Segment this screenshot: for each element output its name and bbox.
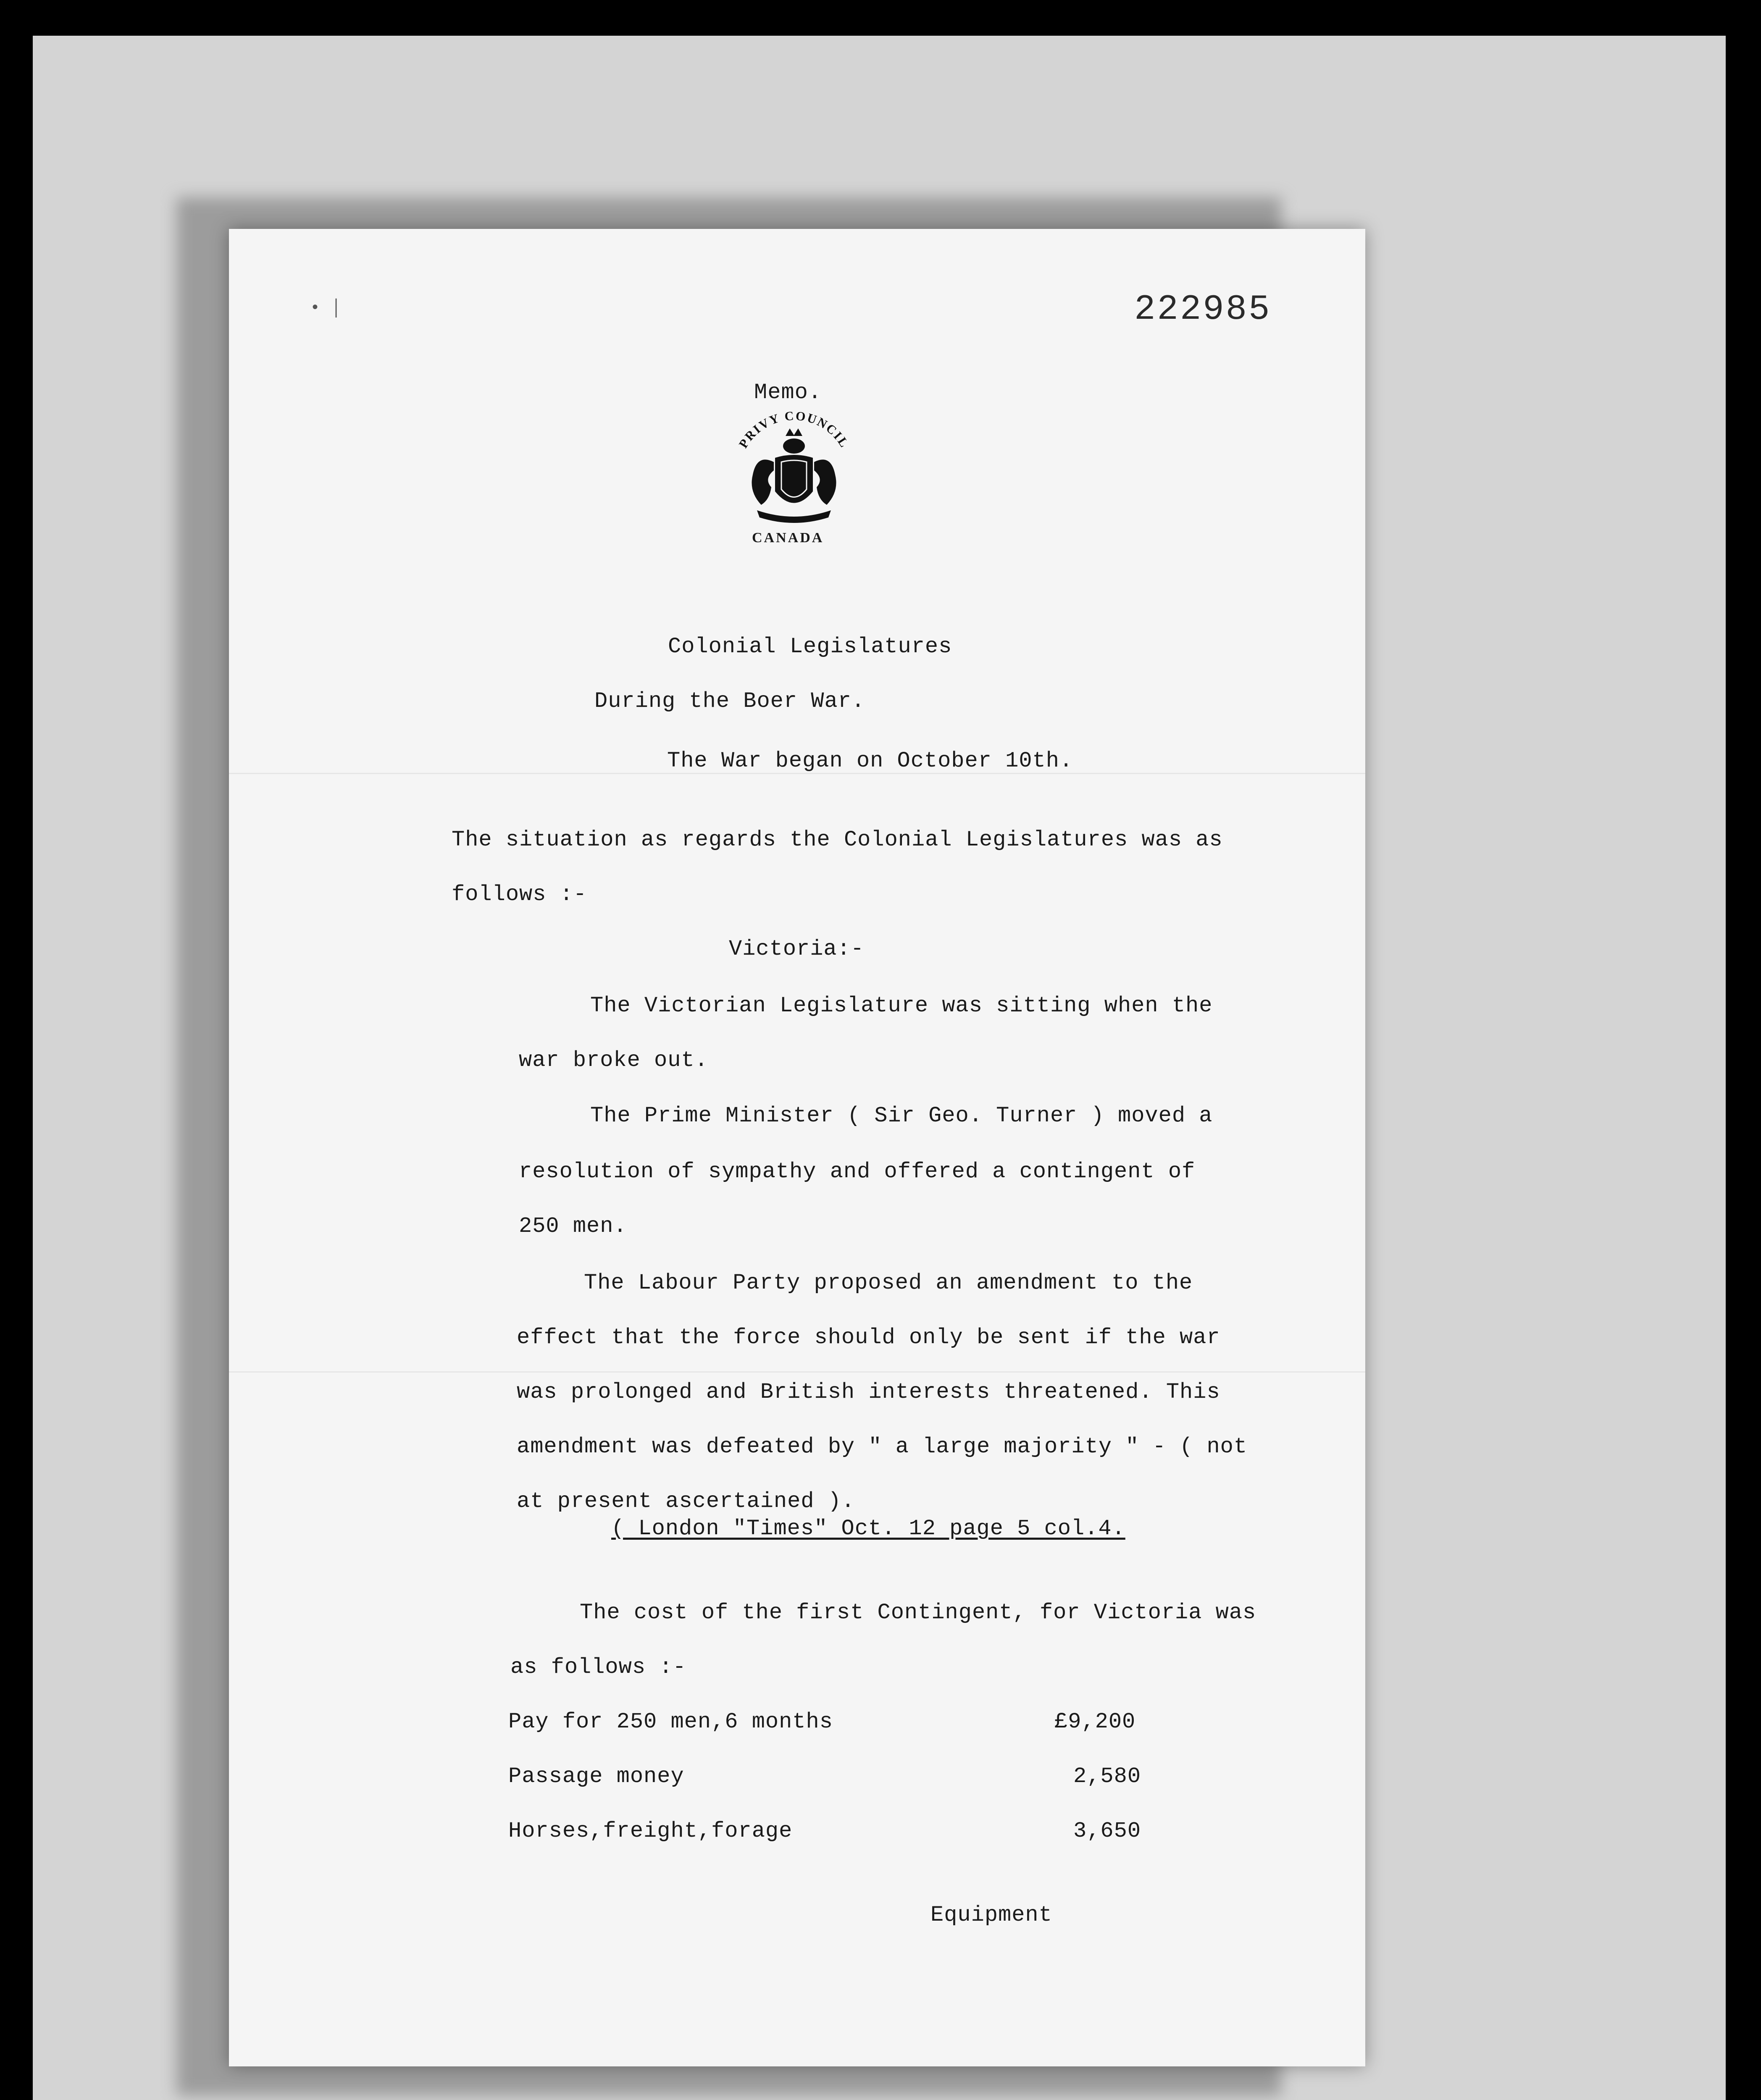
intro-line-1: The situation as regards the Colonial Legislatures was as xyxy=(452,827,1223,852)
paragraph-2-line-3: 250 men. xyxy=(519,1214,627,1239)
paragraph-1-line-1: The Victorian Legislature was sitting when the xyxy=(590,993,1213,1018)
paragraph-2-line-2: resolution of sympathy and offered a contingent of xyxy=(519,1159,1196,1184)
cost-item-amount: £9,200 xyxy=(1054,1709,1136,1734)
citation: ( London "Times" Oct. 12 page 5 col.4. xyxy=(611,1516,1125,1541)
catchword: Equipment xyxy=(930,1903,1052,1927)
title-line-2: During the Boer War. xyxy=(594,689,865,714)
page-crease xyxy=(229,1371,1365,1373)
cost-item-amount: 2,580 xyxy=(1073,1764,1141,1789)
document-number: 222985 xyxy=(1134,290,1272,330)
seal-caption: CANADA xyxy=(752,530,824,546)
paragraph-3-line-5: at present ascertained ). xyxy=(517,1489,855,1514)
paragraph-2-line-1: The Prime Minister ( Sir Geo. Turner ) moved a xyxy=(590,1103,1213,1128)
title-line-3: The War began on October 10th. xyxy=(667,748,1073,773)
title-line-1: Colonial Legislatures xyxy=(668,634,952,659)
paragraph-3-line-2: effect that the force should only be sent if the war xyxy=(517,1325,1220,1350)
cost-intro-line-2: as follows :- xyxy=(510,1655,686,1680)
cost-item-label: Pay for 250 men,6 months xyxy=(508,1709,833,1734)
memo-header: Memo. xyxy=(754,380,822,405)
cost-intro-line-1: The cost of the first Contingent, for Victoria was xyxy=(580,1600,1256,1625)
paragraph-3-line-4: amendment was defeated by " a large majority " - ( not xyxy=(517,1434,1248,1459)
paragraph-3-line-3: was prolonged and British interests threatened. This xyxy=(517,1380,1220,1404)
paragraph-1-line-2: war broke out. xyxy=(519,1048,708,1073)
corner-mark: • │ xyxy=(310,299,342,318)
section-heading-victoria: Victoria:- xyxy=(729,937,865,961)
cost-item-amount: 3,650 xyxy=(1073,1819,1141,1843)
intro-line-2: follows :- xyxy=(452,882,587,907)
cost-item-label: Horses,freight,forage xyxy=(508,1819,793,1843)
svg-text:PRIVY COUNCIL: PRIVY COUNCIL xyxy=(736,412,852,451)
cost-item-label: Passage money xyxy=(508,1764,684,1789)
paragraph-3-line-1: The Labour Party proposed an amendment to the xyxy=(584,1270,1193,1295)
